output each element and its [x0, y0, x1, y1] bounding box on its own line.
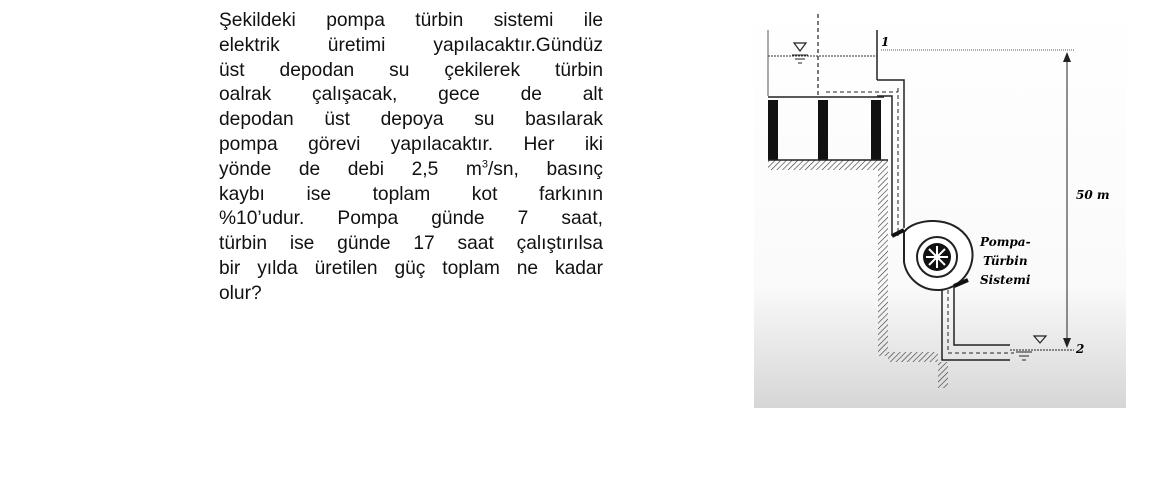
height-label: 50 m	[1076, 188, 1110, 202]
problem-line: Şekildeki pompa türbin sistemi ile	[219, 10, 603, 31]
flow-unit-text: /sn, basınç	[487, 158, 603, 180]
system-label-line-2: Türbin	[983, 254, 1028, 268]
pump-turbine-diagram	[754, 0, 1126, 408]
point-1-label: 1	[881, 35, 890, 49]
point-2-label: 2	[1076, 342, 1085, 356]
flow-text: yönde de debi 2,5 m	[219, 158, 482, 180]
problem-line-flow	[219, 158, 603, 183]
problem-line: olur?	[219, 282, 262, 304]
problem-line: depodan üst depoya su basılarak	[219, 109, 603, 131]
problem-line: %10’udur. Pompa günde 7 saat,	[219, 208, 603, 230]
problem-line: kaybı ise toplam kot farkının	[219, 183, 603, 205]
problem-line: üst depodan su çekilerek türbin	[219, 59, 603, 81]
problem-line: pompa görevi yapılacaktır. Her iki	[219, 133, 603, 155]
system-label	[979, 235, 1031, 287]
problem-line: elektrik üretimi yapılacaktır.Gündüz	[219, 34, 603, 56]
problem-line: bir yılda üretilen güç toplam ne kadar	[219, 257, 603, 279]
problem-line: oalrak çalışacak, gece de alt	[219, 84, 603, 106]
system-label-line-3: Sistemi	[980, 273, 1031, 287]
exponent: 3	[481, 158, 488, 171]
problem-statement	[219, 9, 603, 307]
problem-line: türbin ise günde 17 saat çalıştırılsa	[219, 233, 603, 255]
system-label-line-1: Pompa-	[980, 235, 1031, 249]
